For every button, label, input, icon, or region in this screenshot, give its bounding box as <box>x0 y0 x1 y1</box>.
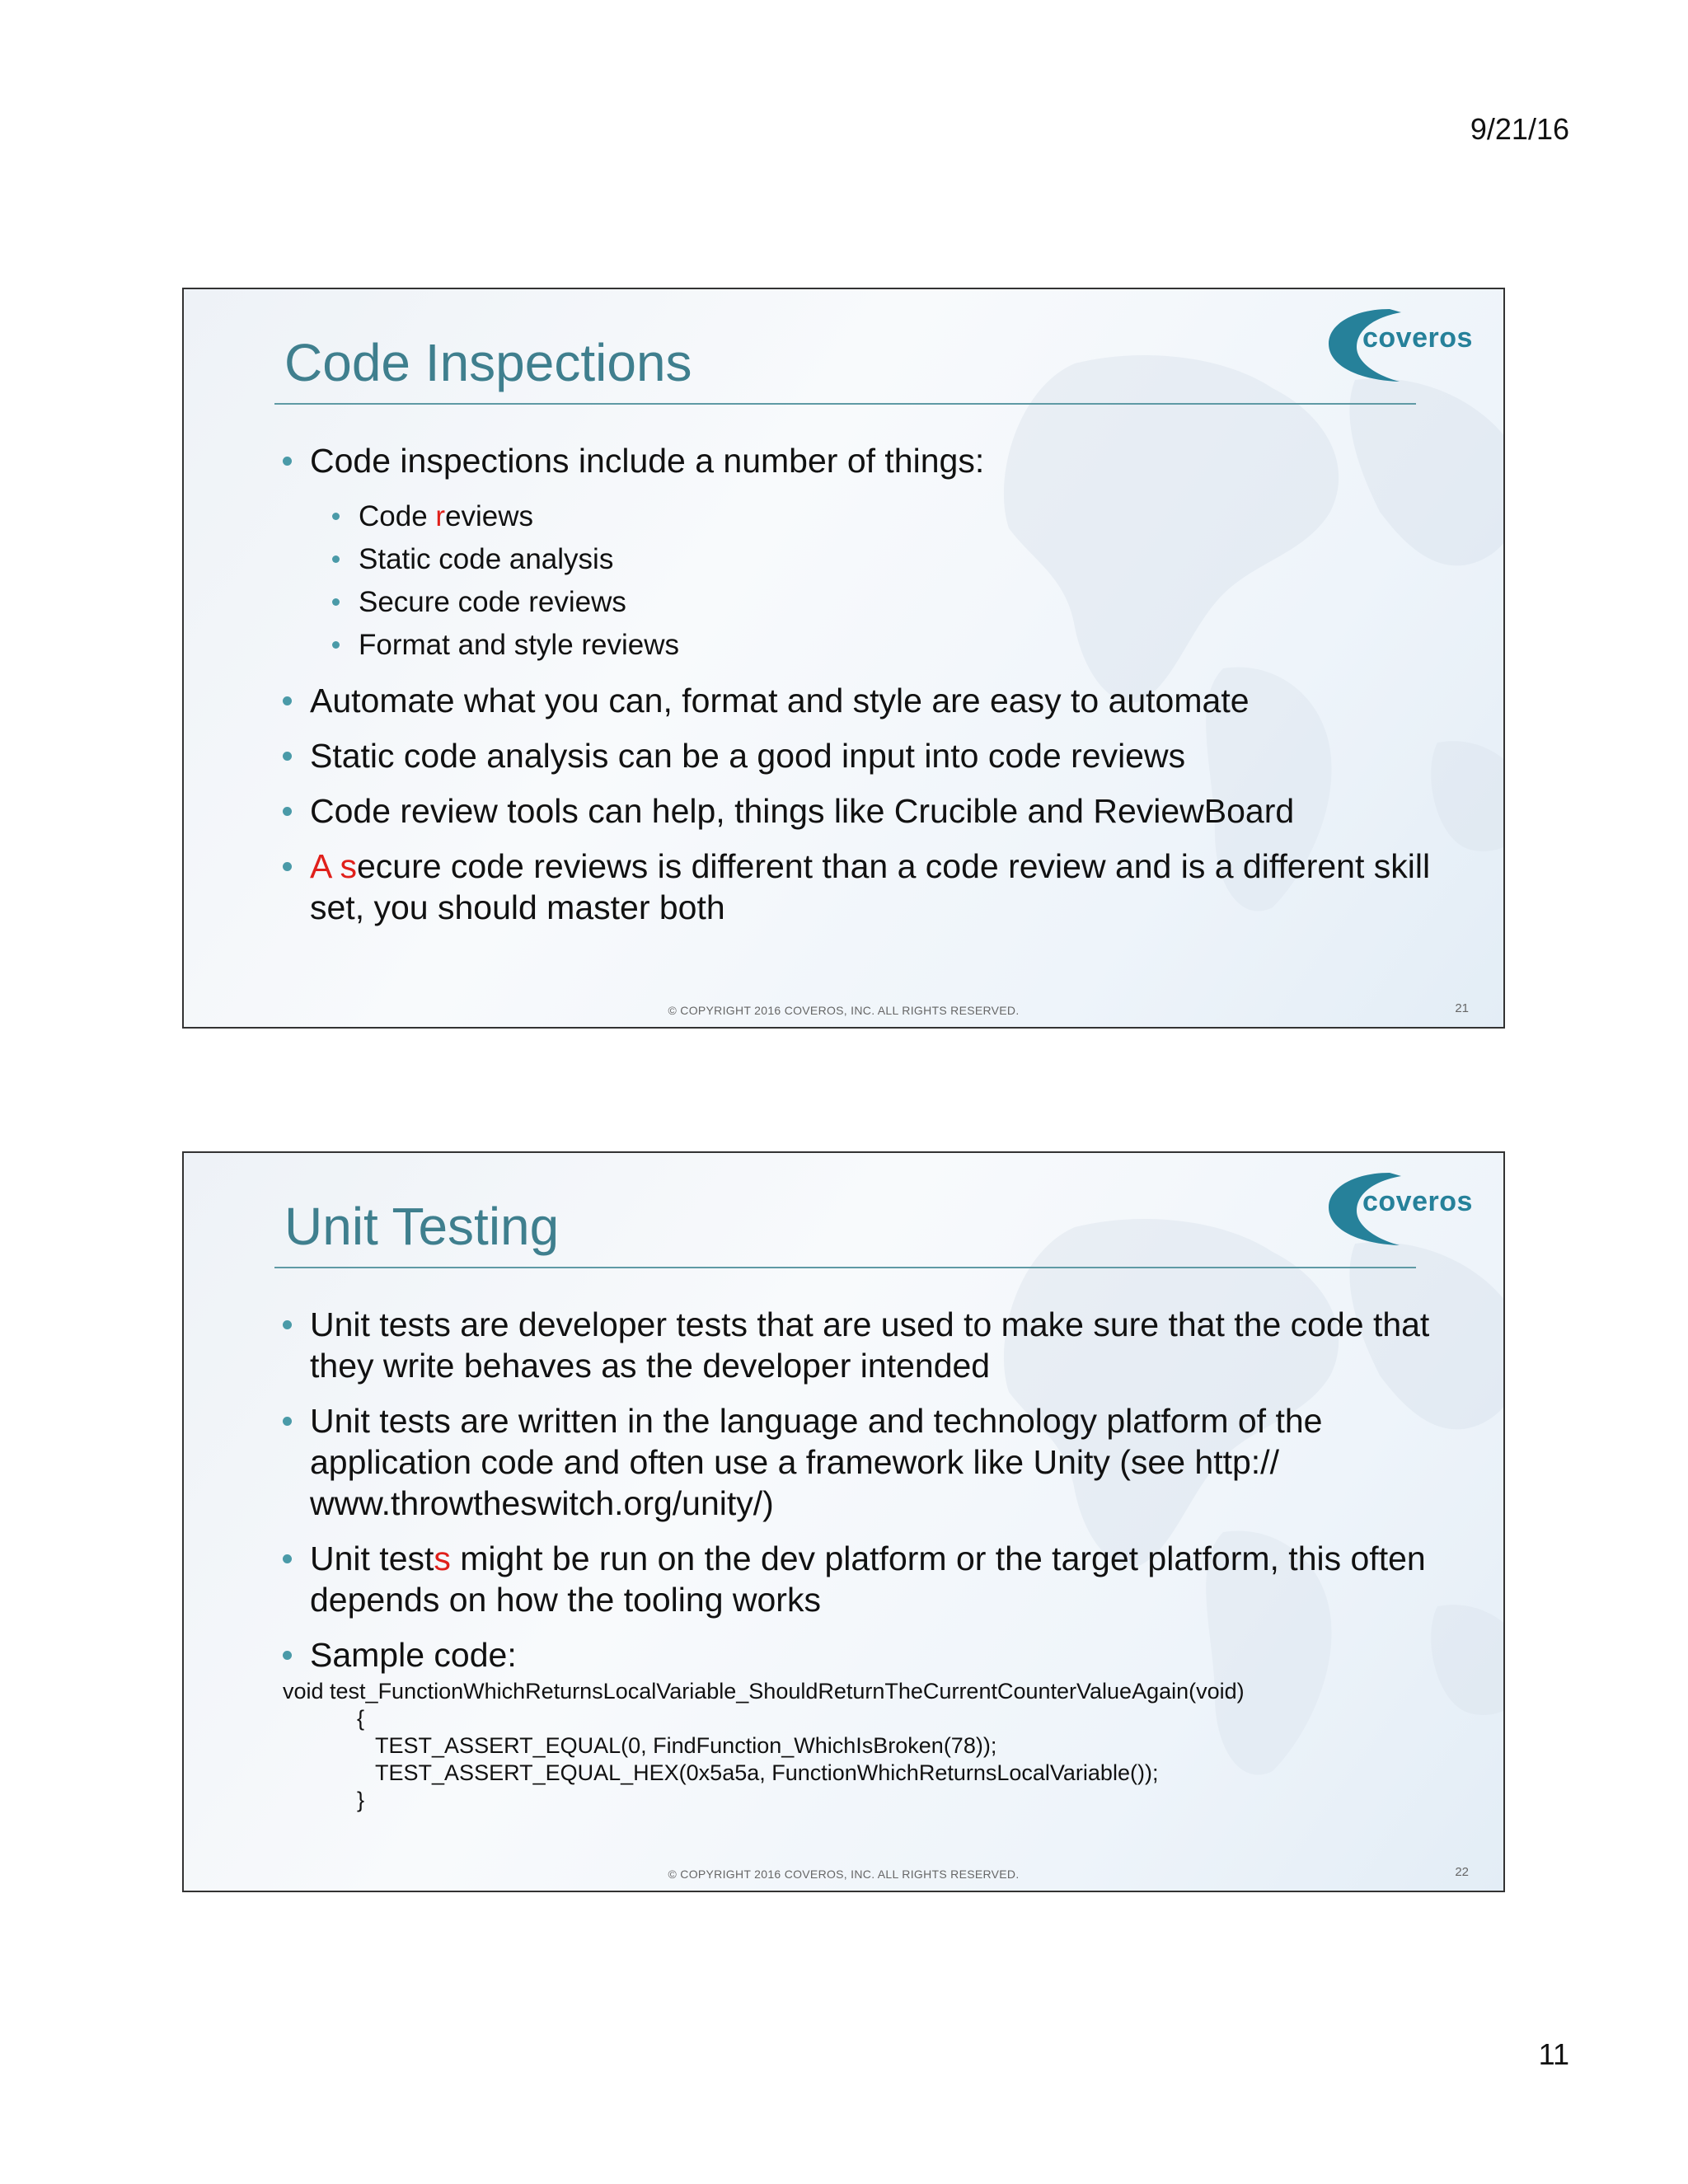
bullet-list <box>283 440 1453 942</box>
code-line: TEST_ASSERT_EQUAL_HEX(0x5a5a, FunctionWhichReturnsLocalVariable()); <box>283 1760 1159 1785</box>
copyright-footer: © COPYRIGHT 2016 COVEROS, INC. ALL RIGHTS RESERVED. <box>668 1868 1020 1881</box>
sub-bullet-item: Secure code reviews <box>332 581 1453 624</box>
bullet-item: Unit tests are developer tests that are used to make sure that the code that they write behaves as the developer intended <box>283 1304 1453 1386</box>
slide-number: 21 <box>1455 1001 1469 1015</box>
sub-bullet-item: Format and style reviews <box>332 624 1453 667</box>
slide-code-inspections <box>182 288 1505 1029</box>
sub-bullet-list <box>283 495 1453 667</box>
logo-text: coveros <box>1362 322 1473 354</box>
bullet-item: Automate what you can, format and style are easy to automate <box>283 680 1453 721</box>
code-line: { <box>283 1706 365 1731</box>
copyright-footer: © COPYRIGHT 2016 COVEROS, INC. ALL RIGHTS RESERVED. <box>668 1004 1020 1017</box>
page-number: 11 <box>1538 2037 1569 2071</box>
title-divider <box>274 1267 1416 1268</box>
code-line: TEST_ASSERT_EQUAL(0, FindFunction_WhichIsBroken(78)); <box>283 1733 997 1758</box>
coveros-logo <box>1325 304 1490 387</box>
bullet-item: Unit tests might be run on the dev platform or the target platform, this often depends on how the tooling works <box>283 1538 1453 1620</box>
title-divider <box>274 403 1416 405</box>
slide-title: Code Inspections <box>284 333 692 392</box>
logo-text: coveros <box>1362 1186 1473 1217</box>
slide-unit-testing <box>182 1151 1505 1892</box>
slide-title: Unit Testing <box>284 1197 560 1256</box>
bullet-item: Code inspections include a number of things: <box>283 440 1453 481</box>
code-line: void test_FunctionWhichReturnsLocalVariable_ShouldReturnTheCurrentCounterValueAgain(void) <box>283 1679 1245 1704</box>
bullet-item: Unit tests are written in the language and technology platform of the application code and often use a framework like Unity (see http:// www.throwtheswitch.org/unity/) <box>283 1400 1453 1524</box>
bullet-item: Sample code: <box>283 1634 1453 1675</box>
code-line: } <box>283 1788 365 1812</box>
slide-number: 22 <box>1455 1865 1469 1879</box>
sub-bullet-item: Static code analysis <box>332 538 1453 581</box>
bullet-list <box>283 1304 1453 1690</box>
bullet-item: Static code analysis can be a good input into code reviews <box>283 735 1453 776</box>
bullet-item: A secure code reviews is different than a code review and is a different skill set, you should master both <box>283 846 1453 928</box>
bullet-item: Code review tools can help, things like Crucible and ReviewBoard <box>283 790 1453 832</box>
sub-bullet-item: Code reviews <box>332 495 1453 538</box>
page-date: 9/21/16 <box>1470 112 1569 146</box>
sample-code-block <box>283 1678 1245 1814</box>
coveros-logo <box>1325 1168 1490 1250</box>
